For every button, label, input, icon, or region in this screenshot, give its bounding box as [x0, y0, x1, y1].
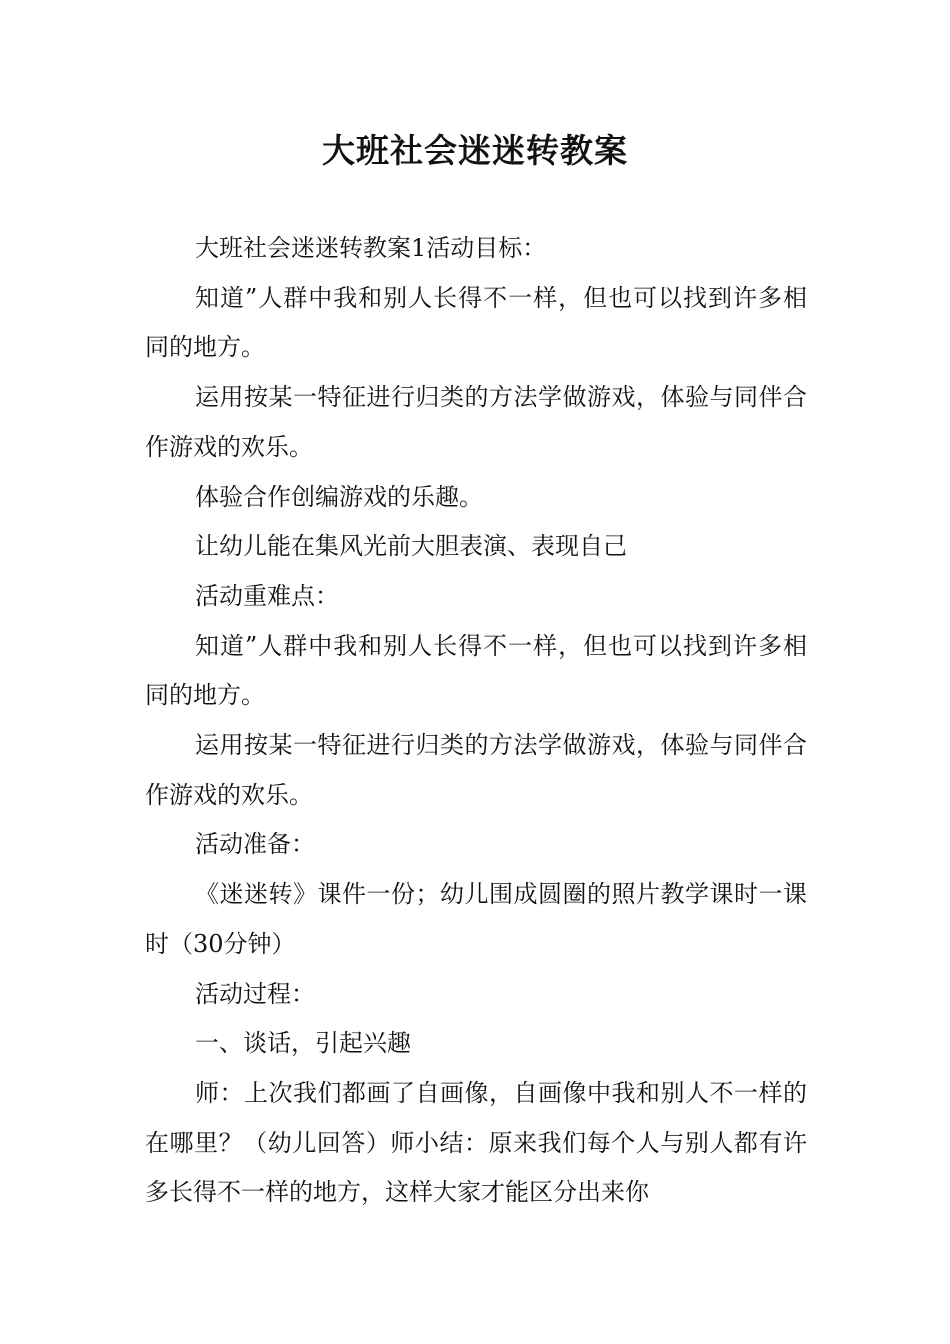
paragraph: 活动过程：	[195, 979, 315, 1008]
paragraph: 知道”人群中我和别人长得不一样，但也可以找到许多相同的地方。	[145, 283, 807, 362]
paragraph: 运用按某一特征进行归类的方法学做游戏，体验与同伴合作游戏的欢乐。	[145, 731, 807, 809]
paragraph: 知道”人群中我和别人长得不一样，但也可以找到许多相同的地方。	[145, 631, 807, 710]
paragraph: 活动重难点：	[195, 581, 339, 610]
paragraph: 大班社会迷迷转教案1活动目标：	[195, 234, 547, 262]
paragraph: 运用按某一特征进行归类的方法学做游戏，体验与同伴合作游戏的欢乐。	[145, 383, 807, 461]
document-body	[145, 224, 807, 1218]
paragraph: 体验合作创编游戏的乐趣。	[195, 482, 483, 511]
paragraph: 让幼儿能在集风光前大胆表演、表现自己	[195, 532, 627, 561]
paragraph: 师：上次我们都画了自画像，自画像中我和别人不一样的在哪里？（幼儿回答）师小结：原来我们每个人与别人都有许多长得不一样的地方，这样大家才能区分出来你	[145, 1078, 807, 1207]
paragraph: 一、谈话，引起兴趣	[195, 1029, 411, 1058]
paragraph: 活动准备：	[195, 830, 315, 859]
page-title: 大班社会迷迷转教案	[322, 131, 628, 170]
paragraph: 《迷迷转》课件一份；幼儿围成圆圈的照片教学课时一课时（30分钟）	[145, 880, 807, 958]
